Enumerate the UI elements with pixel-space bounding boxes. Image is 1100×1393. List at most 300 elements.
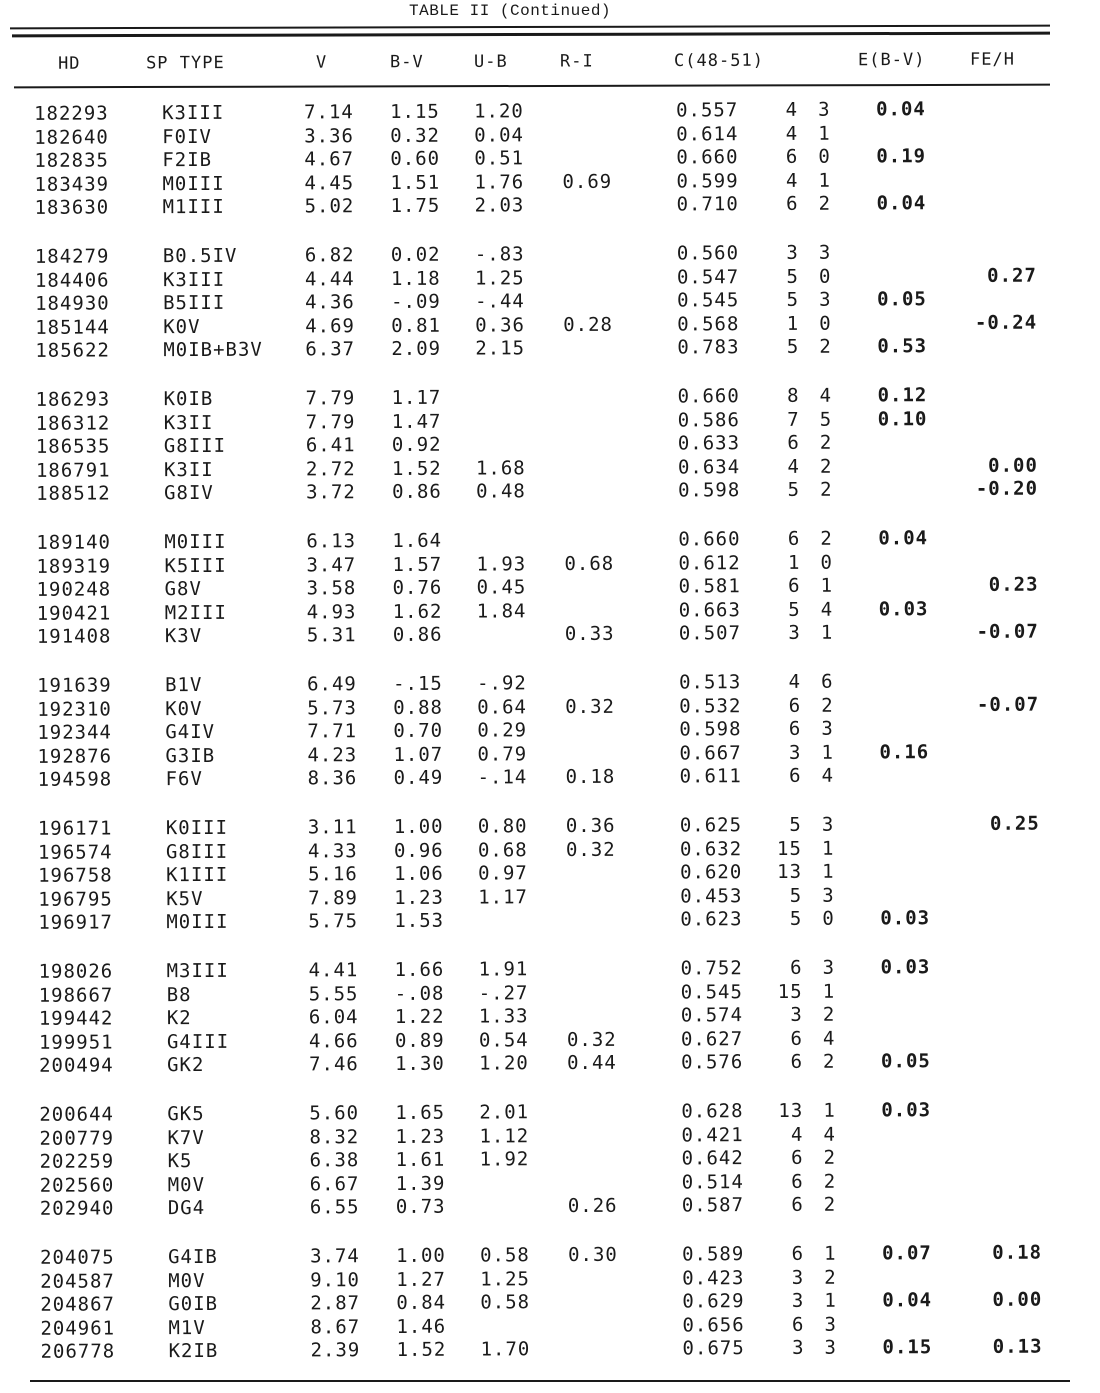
col-header-e-b-v: E(B-V) <box>857 49 926 71</box>
cell-c48-51: 0.633 <box>677 432 741 455</box>
cell-fe-h: -0.20 <box>975 477 1039 501</box>
cell-c48-count-a: 4 <box>788 670 802 693</box>
cell-c48-count-b: 2 <box>819 455 833 478</box>
cell-c48-count-a: 6 <box>791 1146 804 1170</box>
cell-e-b-v: 0.03 <box>880 956 931 979</box>
cell-c48-51: 0.586 <box>677 408 740 432</box>
column-header-row <box>0 49 1100 84</box>
cell-u-b: 1.76 <box>474 171 525 194</box>
cell-u-b: 2.15 <box>475 337 526 360</box>
cell-c48-count-a: 6 <box>791 1242 805 1265</box>
cell-v: 5.60 <box>309 1102 360 1125</box>
cell-c48-count-b: 3 <box>821 717 834 740</box>
table-row <box>6 1336 1100 1365</box>
cell-sp-type: K5III <box>164 554 227 577</box>
cell-u-b: 0.58 <box>479 1244 530 1267</box>
col-header-c48-51: C(48-51) <box>673 50 764 72</box>
cell-b-v: 0.76 <box>392 576 443 600</box>
cell-sp-type: K0V <box>163 315 201 338</box>
cell-b-v: 1.52 <box>391 457 442 480</box>
cell-hd: 192310 <box>37 698 112 721</box>
cell-b-v: 0.96 <box>393 839 444 862</box>
cell-c48-51: 0.547 <box>676 265 740 289</box>
cell-c48-count-a: 5 <box>786 265 799 288</box>
cell-b-v: 1.46 <box>396 1315 447 1338</box>
cell-sp-type: M0V <box>167 1173 206 1196</box>
cell-fe-h: -0.07 <box>976 620 1039 644</box>
cell-e-b-v: 0.03 <box>880 907 931 930</box>
cell-c48-count-a: 5 <box>788 598 801 621</box>
cell-r-i: 0.32 <box>565 695 615 718</box>
cell-v: 6.82 <box>304 244 355 267</box>
cell-u-b: 0.04 <box>474 123 524 147</box>
cell-c48-count-a: 13 <box>778 1099 804 1122</box>
cell-v: 4.44 <box>304 267 355 290</box>
cell-c48-count-a: 3 <box>788 622 801 645</box>
cell-u-b: 1.68 <box>475 457 526 480</box>
row-group <box>1 383 1100 532</box>
cell-sp-type: B0.5IV <box>162 244 238 268</box>
cell-hd: 184406 <box>34 269 110 292</box>
cell-r-i: 0.69 <box>562 170 613 193</box>
table-row <box>1 335 1100 364</box>
cell-hd: 202560 <box>39 1174 115 1197</box>
col-header-r-i: R-I <box>559 51 594 72</box>
cell-u-b: -.83 <box>474 243 525 266</box>
cell-e-b-v: 0.15 <box>882 1336 933 1359</box>
cell-b-v: 1.22 <box>394 1005 445 1029</box>
cell-v: 7.89 <box>308 886 358 910</box>
cell-fe-h: -0.07 <box>976 693 1040 716</box>
cell-c48-count-a: 5 <box>789 884 803 907</box>
cell-c48-count-b: 2 <box>822 1003 836 1026</box>
cell-c48-51: 0.587 <box>681 1194 745 1217</box>
cell-b-v: 1.30 <box>394 1053 445 1076</box>
header-rule <box>14 84 1050 89</box>
cell-r-i: 0.18 <box>565 766 616 789</box>
cell-b-v: 1.47 <box>391 410 442 433</box>
cell-hd: 191639 <box>36 674 112 697</box>
cell-c48-51: 0.560 <box>676 242 740 265</box>
table-body <box>0 97 1100 1390</box>
cell-c48-51: 0.614 <box>676 122 739 146</box>
cell-b-v: 0.86 <box>392 624 443 647</box>
cell-c48-count-a: 4 <box>785 98 799 121</box>
cell-v: 2.87 <box>310 1292 361 1315</box>
cell-c48-count-a: 6 <box>788 575 801 598</box>
cell-b-v: 2.09 <box>391 338 442 361</box>
cell-hd: 202259 <box>39 1150 115 1173</box>
cell-c48-count-a: 6 <box>787 432 800 455</box>
cell-v: 4.69 <box>305 314 355 338</box>
cell-c48-51: 0.598 <box>679 718 742 741</box>
cell-c48-count-b: 3 <box>821 813 835 836</box>
cell-u-b: 1.17 <box>478 886 528 909</box>
cell-c48-count-b: 1 <box>820 574 834 597</box>
col-header-hd: HD <box>57 53 81 74</box>
cell-sp-type: B1V <box>164 673 203 697</box>
cell-hd: 196574 <box>37 841 113 864</box>
cell-e-b-v: 0.53 <box>877 335 928 358</box>
table-row <box>3 764 1100 793</box>
cell-hd: 186791 <box>35 459 111 482</box>
cell-e-b-v: 0.04 <box>878 527 929 550</box>
cell-v: 9.10 <box>310 1268 360 1291</box>
cell-u-b: 0.45 <box>476 576 527 599</box>
cell-hd: 185144 <box>35 316 110 339</box>
cell-c48-count-b: 1 <box>821 837 835 860</box>
cell-sp-type: G8IV <box>163 482 214 505</box>
cell-c48-51: 0.660 <box>678 528 741 551</box>
row-group <box>4 812 1100 961</box>
cell-sp-type: F2IB <box>162 149 213 172</box>
cell-b-v: 1.53 <box>394 910 445 933</box>
cell-hd: 185622 <box>35 339 110 363</box>
cell-u-b: -.44 <box>474 290 525 313</box>
cell-u-b: 0.48 <box>475 480 526 503</box>
cell-u-b: -.14 <box>477 766 528 789</box>
cell-c48-count-b: 0 <box>818 265 832 288</box>
table-row <box>6 1193 1100 1222</box>
cell-c48-count-a: 4 <box>785 169 799 192</box>
cell-c48-count-b: 1 <box>818 122 831 145</box>
cell-b-v: 1.23 <box>394 886 444 909</box>
cell-e-b-v: 0.16 <box>879 740 930 764</box>
cell-b-v: -.15 <box>392 672 443 695</box>
cell-c48-51: 0.421 <box>681 1123 744 1147</box>
cell-hd: 204867 <box>40 1293 115 1316</box>
cell-hd: 200779 <box>39 1127 115 1150</box>
cell-u-b: 0.97 <box>477 862 528 885</box>
cell-b-v: 1.61 <box>395 1148 446 1172</box>
cell-b-v: 1.64 <box>392 529 443 552</box>
cell-hd: 184930 <box>34 292 110 316</box>
row-group <box>6 1241 1100 1390</box>
cell-c48-count-b: 2 <box>823 1146 837 1169</box>
col-header-v: V <box>315 52 328 73</box>
cell-sp-type: K7V <box>167 1126 205 1149</box>
cell-u-b: 0.51 <box>474 147 525 170</box>
cell-sp-type: B5III <box>162 292 226 315</box>
cell-b-v: 0.84 <box>396 1291 447 1315</box>
cell-hd: 189140 <box>36 531 112 554</box>
table-row <box>4 907 1100 936</box>
cell-sp-type: M1V <box>168 1316 206 1339</box>
col-header-b-v: B-V <box>389 52 424 73</box>
cell-r-i: 0.32 <box>565 838 616 861</box>
table-row <box>0 192 1100 221</box>
cell-v: 6.41 <box>305 434 356 457</box>
cell-sp-type: K3III <box>161 101 225 125</box>
cell-fe-h: 0.27 <box>987 264 1037 287</box>
cell-hd: 192876 <box>37 745 113 768</box>
cell-b-v: 1.57 <box>392 553 443 576</box>
cell-c48-51: 0.599 <box>676 169 739 193</box>
row-group <box>5 1098 1100 1247</box>
cell-b-v: 1.75 <box>390 195 441 218</box>
cell-v: 4.66 <box>308 1029 359 1053</box>
cell-c48-count-b: 1 <box>821 860 835 883</box>
cell-c48-count-a: 1 <box>787 551 801 574</box>
cell-c48-count-b: 1 <box>821 741 834 764</box>
cell-v: 3.72 <box>305 481 356 504</box>
cell-c48-count-b: 3 <box>817 98 831 121</box>
cell-u-b: 0.64 <box>477 695 527 719</box>
cell-v: 6.38 <box>309 1149 360 1172</box>
cell-c48-count-b: 0 <box>822 908 835 931</box>
cell-b-v: -.09 <box>390 290 441 314</box>
cell-c48-count-b: 2 <box>819 431 833 454</box>
cell-hd: 188512 <box>35 482 111 506</box>
cell-c48-count-a: 4 <box>790 1123 804 1146</box>
cell-fe-h: 0.13 <box>992 1335 1043 1359</box>
cell-u-b: 1.25 <box>480 1267 530 1291</box>
cell-c48-count-a: 1 <box>786 312 800 335</box>
cell-sp-type: K0V <box>165 697 203 720</box>
cell-hd: 200644 <box>39 1103 114 1126</box>
row-group <box>1 240 1100 389</box>
cell-e-b-v: 0.03 <box>881 1099 932 1122</box>
cell-c48-count-a: 5 <box>787 479 801 502</box>
cell-sp-type: K2 <box>166 1007 192 1030</box>
cell-r-i: 0.44 <box>566 1052 617 1075</box>
cell-u-b: 1.20 <box>478 1052 529 1075</box>
cell-v: 3.11 <box>307 816 358 839</box>
cell-c48-51: 0.625 <box>679 814 743 837</box>
cell-u-b: 0.29 <box>477 719 528 742</box>
cell-u-b: 1.20 <box>473 100 524 123</box>
table-row <box>5 1050 1100 1079</box>
cell-v: 4.33 <box>307 839 358 862</box>
cell-c48-51: 0.532 <box>679 694 742 718</box>
cell-b-v: 0.60 <box>390 147 441 171</box>
cell-c48-count-a: 6 <box>791 1170 804 1193</box>
cell-fe-h: 0.00 <box>988 454 1038 477</box>
cell-c48-51: 0.581 <box>678 575 741 598</box>
cell-b-v: 1.07 <box>393 743 444 766</box>
cell-sp-type: K1III <box>165 864 229 887</box>
cell-v: 7.46 <box>308 1053 359 1076</box>
cell-v: 6.04 <box>308 1006 359 1029</box>
cell-b-v: 1.23 <box>395 1125 446 1148</box>
cell-b-v: 1.52 <box>396 1339 447 1362</box>
col-header-u-b: U-B <box>473 51 508 72</box>
cell-hd: 196171 <box>37 817 113 840</box>
cell-u-b: 0.80 <box>477 815 528 838</box>
cell-hd: 206778 <box>40 1340 116 1364</box>
cell-v: 4.36 <box>304 291 355 314</box>
cell-c48-count-b: 3 <box>824 1313 837 1336</box>
cell-c48-51: 0.629 <box>682 1290 745 1313</box>
cell-c48-count-b: 1 <box>823 1242 837 1265</box>
cell-sp-type: K3V <box>164 625 203 648</box>
cell-sp-type: G8III <box>163 435 227 458</box>
table-title: TABLE II (Continued) <box>408 2 612 20</box>
cell-e-b-v: 0.04 <box>882 1289 933 1312</box>
cell-r-i: 0.33 <box>564 623 615 646</box>
cell-c48-51: 0.557 <box>675 99 739 122</box>
cell-c48-51: 0.642 <box>681 1147 744 1170</box>
cell-fe-h: 0.25 <box>989 812 1040 835</box>
cell-sp-type: K3II <box>163 458 214 481</box>
cell-c48-count-b: 2 <box>820 527 833 550</box>
cell-c48-count-a: 6 <box>788 694 802 717</box>
cell-v: 8.36 <box>307 767 358 790</box>
cell-u-b: -.92 <box>476 672 527 695</box>
cell-sp-type: K0IB <box>163 387 214 411</box>
cell-fe-h: 0.18 <box>992 1241 1043 1264</box>
cell-c48-51: 0.423 <box>682 1266 745 1290</box>
cell-c48-count-a: 13 <box>777 860 803 884</box>
cell-fe-h: 0.23 <box>988 573 1039 597</box>
cell-sp-type: B8 <box>166 983 192 1006</box>
cell-hd: 196917 <box>38 911 113 935</box>
cell-v: 6.37 <box>305 338 356 361</box>
cell-sp-type: G8III <box>165 840 229 863</box>
cell-e-b-v: 0.19 <box>876 145 927 168</box>
cell-b-v: 1.15 <box>389 100 440 123</box>
cell-v: 8.67 <box>310 1315 361 1339</box>
cell-u-b: 0.68 <box>477 838 528 862</box>
cell-r-i: 0.36 <box>565 814 616 838</box>
cell-hd: 182293 <box>33 102 109 125</box>
cell-v: 6.13 <box>306 530 357 553</box>
cell-hd: 204075 <box>39 1246 115 1269</box>
table-row <box>3 621 1100 650</box>
cell-hd: 190248 <box>36 578 112 602</box>
cell-b-v: 1.39 <box>395 1172 446 1195</box>
cell-e-b-v: 0.12 <box>877 384 928 407</box>
cell-c48-51: 0.568 <box>677 312 740 336</box>
cell-c48-count-b: 4 <box>820 598 834 621</box>
cell-c48-51: 0.514 <box>681 1170 744 1194</box>
cell-c48-count-b: 3 <box>818 288 832 311</box>
cell-hd: 190421 <box>36 602 112 625</box>
cell-c48-count-a: 6 <box>788 718 802 741</box>
cell-c48-count-b: 1 <box>818 169 831 192</box>
cell-c48-count-b: 3 <box>824 1337 838 1360</box>
cell-c48-51: 0.453 <box>680 884 743 908</box>
cell-hd: 191408 <box>36 625 112 649</box>
cell-b-v: 1.27 <box>396 1268 446 1291</box>
cell-c48-count-a: 5 <box>789 908 803 931</box>
cell-c48-count-b: 2 <box>818 193 832 216</box>
col-header-sp-type: SP TYPE <box>145 53 225 74</box>
cell-v: 2.72 <box>305 457 356 481</box>
cell-c48-51: 0.576 <box>680 1051 744 1074</box>
row-group <box>3 669 1100 818</box>
cell-c48-count-a: 7 <box>787 408 800 431</box>
cell-b-v: 0.81 <box>391 314 441 337</box>
cell-sp-type: G4III <box>166 1030 230 1053</box>
cell-c48-count-a: 6 <box>791 1313 805 1336</box>
cell-hd: 189319 <box>36 555 112 578</box>
cell-c48-count-b: 2 <box>821 694 834 717</box>
cell-c48-51: 0.612 <box>678 551 741 575</box>
cell-b-v: 0.32 <box>390 124 440 147</box>
cell-c48-count-b: 2 <box>819 479 833 502</box>
cell-u-b: 0.79 <box>477 743 528 766</box>
cell-hd: 192344 <box>37 721 112 745</box>
cell-u-b: 1.12 <box>479 1124 530 1148</box>
cell-hd: 196758 <box>37 864 113 887</box>
cell-hd: 204587 <box>40 1270 115 1293</box>
cell-hd: 198026 <box>38 960 114 983</box>
cell-c48-51: 0.667 <box>679 741 742 765</box>
cell-v: 4.45 <box>304 171 355 195</box>
cell-v: 5.02 <box>304 195 355 218</box>
cell-hd: 182835 <box>34 149 110 173</box>
cell-b-v: 0.02 <box>390 243 441 266</box>
cell-c48-count-b: 2 <box>824 1266 837 1289</box>
cell-c48-count-b: 2 <box>819 336 832 359</box>
cell-c48-count-a: 6 <box>790 1027 803 1050</box>
cell-c48-51: 0.710 <box>676 193 739 216</box>
cell-v: 7.79 <box>305 387 356 410</box>
cell-hd: 183439 <box>34 173 110 196</box>
cell-c48-51: 0.656 <box>682 1313 745 1337</box>
cell-e-b-v: 0.10 <box>877 407 928 431</box>
cell-c48-51: 0.589 <box>681 1243 745 1266</box>
cell-sp-type: K3II <box>163 411 214 434</box>
cell-c48-count-b: 0 <box>818 145 831 168</box>
cell-v: 2.39 <box>310 1339 361 1362</box>
cell-c48-51: 0.660 <box>676 146 739 169</box>
col-header-fe-h: FE/H <box>969 49 1016 70</box>
cell-c48-51: 0.545 <box>676 289 740 312</box>
cell-c48-count-a: 3 <box>786 241 799 264</box>
cell-c48-count-a: 3 <box>790 1003 803 1027</box>
cell-v: 3.47 <box>306 553 357 576</box>
cell-c48-count-a: 15 <box>777 980 803 1003</box>
cell-c48-51: 0.660 <box>677 385 740 408</box>
cell-v: 6.55 <box>309 1196 360 1219</box>
cell-fe-h: -0.24 <box>974 311 1038 334</box>
cell-u-b: 0.36 <box>475 314 525 337</box>
cell-c48-count-b: 4 <box>822 1027 836 1050</box>
cell-hd: 183630 <box>34 196 110 220</box>
cell-c48-count-a: 6 <box>790 956 803 979</box>
cell-sp-type: M0III <box>166 911 229 934</box>
cell-sp-type: K0III <box>165 816 229 840</box>
cell-c48-count-a: 4 <box>785 122 799 145</box>
cell-sp-type: G8V <box>164 578 202 601</box>
cell-c48-count-a: 6 <box>791 1194 804 1217</box>
cell-v: 4.67 <box>304 148 355 171</box>
cell-b-v: 1.66 <box>394 958 445 981</box>
cell-b-v: 1.62 <box>392 600 443 623</box>
cell-c48-count-b: 3 <box>822 956 836 979</box>
cell-b-v: 0.70 <box>393 719 444 743</box>
cell-b-v: 0.89 <box>394 1029 445 1052</box>
cell-c48-count-b: 1 <box>820 622 834 645</box>
cell-c48-count-b: 3 <box>822 884 835 907</box>
cell-b-v: 1.00 <box>395 1244 446 1267</box>
cell-e-b-v: 0.04 <box>876 192 927 215</box>
cell-c48-count-a: 15 <box>776 837 802 860</box>
cell-b-v: -.08 <box>394 982 445 1005</box>
cell-c48-51: 0.507 <box>678 622 742 645</box>
cell-c48-count-a: 3 <box>791 1289 805 1313</box>
cell-u-b: -.27 <box>478 981 529 1005</box>
cell-sp-type: F0IV <box>162 125 213 148</box>
cell-hd: 184279 <box>34 245 110 268</box>
cell-c48-51: 0.611 <box>679 765 742 788</box>
cell-c48-count-a: 6 <box>789 765 802 788</box>
cell-b-v: 1.51 <box>390 171 441 194</box>
cell-b-v: 0.92 <box>391 433 442 457</box>
cell-b-v: 0.49 <box>393 767 444 790</box>
